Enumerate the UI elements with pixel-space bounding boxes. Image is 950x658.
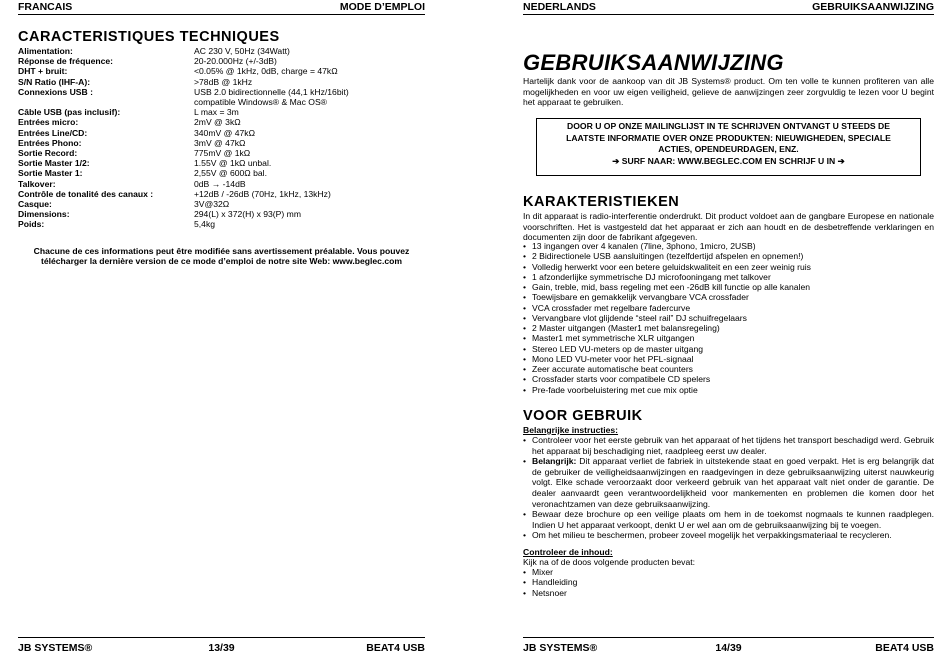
page-number: 14/39 [715,642,742,654]
bullet-icon: • [523,364,527,374]
list-item [523,385,934,395]
spec-label: Talkover: [18,178,56,189]
spec-value: compatible Windows® & Mac OS® [194,97,328,108]
bullet-icon: • [523,312,527,323]
spec-row [18,128,425,138]
contents-label: Controleer de inhoud: [523,547,613,557]
list-item-text: Mono LED VU-meter voor het PFL-signaal [532,353,694,364]
list-item-text: Master1 met symmetrische XLR uitgangen [532,333,695,344]
list-item-text: Handleiding [532,577,578,588]
list-item [523,354,934,364]
bullet-icon: • [523,261,527,272]
page-footer [18,637,425,655]
spec-value: 2,55V @ 600Ω bal. [194,168,267,179]
box-line: DOOR U OP ONZE MAILINGLIJST IN TE SCHRIJVEN ONTVANGT U STEEDS DE [567,121,890,131]
list-item [523,282,934,292]
spec-row [18,219,425,229]
spec-label: Câble USB (pas inclusif): [18,107,121,118]
features-intro: In dit apparaat is radio-interferentie onderdrukt. Dit product voldoet aan de gangbare Europese en nationale voorschriften. Het is vastgesteld dat het apparaat er zich aan houdt en de desbetreffende verklaringen en documenten zijn door de fabrikant afgegeven. [523,211,934,243]
spec-row [18,87,425,97]
header-language: FRANCAIS [18,1,73,13]
page-header [523,0,934,15]
contents-intro: Kijk na of de doos volgende producten bevat: [523,557,695,567]
spec-label: Réponse de fréquence: [18,56,114,67]
instructions-list [523,435,934,541]
list-item-text: Netsnoer [532,587,567,598]
spec-label: Contrôle de tonalité des canaux : [18,188,154,199]
spec-value: 340mV @ 47kΩ [194,127,256,138]
spec-row [18,148,425,158]
mailing-list-box [536,118,921,176]
list-item [523,567,934,577]
list-item: • Om het milieu te beschermen, probeer zoveel mogelijk het verpakkingsmateriaal te recycleren. [523,530,892,541]
page-number: 13/39 [208,642,235,654]
spec-label: Alimentation: [18,46,73,56]
intro-paragraph: Hartelijk dank voor de aankoop van dit JB Systems® product. Om ten volle te kunnen profiteren van alle mogelijkheden en voor uw eigen veiligheid, gelieve de aanwijzingen zeer zorgvuldig te lezen voor U begint het apparaat te gebruiken. [523,76,934,108]
bullet-icon: • [523,577,527,588]
bullet-icon: • [523,567,527,577]
bullet-icon: • [523,271,527,282]
spec-value: +12dB / -26dB (70Hz, 1kHz, 13kHz) [194,188,331,199]
spec-value: 3V@32Ω [194,199,230,210]
header-title: GEBRUIKSAANWIJZING [812,1,934,13]
spec-row [18,158,425,168]
spec-label: Poids: [18,219,45,230]
right-page [523,0,934,654]
list-item-text: VCA crossfader met regelbare fadercurve [532,302,691,313]
list-item [523,577,934,587]
list-item: • Bewaar deze brochure op een veilige plaats om hem in de toekomst nogmaals te kunnen raadplegen. Indien U het apparaat verkoopt, denkt U er wel aan om de gebruiksaanwijzing bij te voegen. [523,509,934,530]
header-language: NEDERLANDS [523,1,596,13]
spec-row [18,168,425,178]
disclaimer-note [18,246,425,267]
disclaimer-line: télécharger la dernière version de ce mode d’emploi de notre site Web: www.beglec.com [40,256,403,267]
list-item-text: Volledig herwerkt voor een betere geluidskwaliteit en een zeer weinig ruis [532,261,811,272]
box-line: LAATSTE INFORMATIE OVER ONZE PRODUKTEN: NIEUWIGHEDEN, SPECIALE [566,132,891,143]
list-item-text: Gain, treble, mid, bass regeling met een -26dB kill functie op alle kanalen [532,282,811,292]
manual-title: GEBRUIKSAANWIJZING [523,50,784,75]
bullet-icon: • [523,241,527,251]
header-title: MODE D’EMPLOI [339,1,425,13]
spec-label: DHT + bruit: [18,66,68,77]
list-item-text: Crossfader starts voor compatibele CD spelers [532,374,711,385]
list-item [523,333,934,343]
list-item [523,374,934,384]
bullet-icon: • [523,292,527,303]
bullet-icon: • [523,587,527,598]
features-list [523,241,934,395]
contents-list [523,567,934,598]
list-item-text: 2 Master uitgangen (Master1 met balansregeling) [532,323,720,333]
spec-label: Casque: [18,199,52,210]
list-item [523,323,934,333]
spec-row [18,138,425,148]
spec-label [18,97,194,107]
spec-value: <0.05% @ 1kHz, 0dB, charge = 47kΩ [194,66,338,77]
list-item-text: Vervangbare vlot glijdende “steel rail” DJ schuifregelaars [532,312,747,323]
page-header [18,0,425,15]
list-item-text: 2 Bidirectionele USB aansluitingen (tezelfdertijd afspelen en opnemen!) [532,251,804,262]
list-item [523,251,934,261]
spec-row [18,199,425,209]
box-line: ACTIES, OPENDEURDAGEN, ENZ. [658,144,799,154]
bullet-icon: • [523,251,527,262]
bullet-icon: • [523,343,527,354]
spec-value: USB 2.0 bidirectionnelle (44,1 kHz/16bit) [194,86,349,97]
spec-row [18,179,425,189]
spec-table [18,46,425,230]
before-use-title: VOOR GEBRUIK [523,408,643,424]
spec-label: Entrées Phono: [18,137,82,148]
list-item: • Controleer voor het eerste gebruik van het apparaat of het tijdens het transport beschadigd werd. Gebruik het apparaat bij beschadiging niet, raadpleeg eerst uw dealer. [523,435,934,456]
spec-label: Entrées Line/CD: [18,127,88,138]
list-item [523,262,934,272]
list-item-text: Pre-fade voorbeluistering met cue mix optie [532,384,698,395]
footer-brand: JB SYSTEMS® [523,642,598,654]
spec-label: S/N Ratio (IHF-A): [18,76,91,87]
list-item [523,303,934,313]
bullet-icon: • [523,353,527,364]
list-item-text: Toewijsbare en gemakkelijk vervangbare VCA crossfader [532,292,749,303]
left-page [18,0,425,654]
section-title: CARACTERISTIQUES TECHNIQUES [18,29,280,45]
list-item [523,241,934,251]
spec-row [18,56,425,66]
spec-value: AC 230 V, 50Hz (34Watt) [194,46,290,56]
list-item [523,588,934,598]
spec-label: Sortie Record: [18,148,78,159]
bullet-icon: • [523,384,527,395]
spec-row [18,77,425,87]
list-item-text: Stereo LED VU-meters op de master uitgang [532,343,704,354]
spec-label: Connexions USB : [18,86,93,97]
spec-row [18,189,425,199]
bullet-icon: • [523,456,527,467]
bullet-icon: • [523,282,527,292]
list-item [523,272,934,282]
list-item-text: Zeer accurate automatische beat counters [532,364,693,374]
footer-model: BEAT4 USB [875,642,934,654]
spec-value: 294(L) x 372(H) x 93(P) mm [194,209,301,220]
spec-label: Dimensions: [18,209,70,220]
list-item: • Belangrijk: Dit apparaat verliet de fabriek in uitstekende staat en goed verpakt. Het is erg belangrijk dat de gebruiker de veiligheidsaanwijzingen en raadgevingen in deze gebruiksaanwijzing uiterst nauwkeurig volgt. Elke schade veroorzaakt door verkeerd gebruik van het apparaat valt niet onder de garantie. De dealer aanvaardt geen verantwoordelijkheid voor mankementen en problemen die komen door het veronachtzamen van deze gebruiksaanwijzing. [523,456,934,509]
list-item-text: 1 afzonderlijke symmetrische DJ microfooningang met talkover [532,271,771,282]
footer-model: BEAT4 USB [366,642,425,654]
spec-row [18,97,425,107]
spec-value: L max = 3m [194,107,239,118]
bullet-icon: • [523,333,527,344]
bullet-icon: • [523,323,527,333]
spec-value: 3mV @ 47kΩ [194,137,246,148]
bullet-icon: • [523,530,527,541]
spec-label: Sortie Master 1/2: [18,158,90,169]
features-title: KARAKTERISTIEKEN [523,194,680,210]
box-link-line[interactable]: ➔ SURF NAAR: WWW.BEGLEC.COM EN SCHRIJF U IN ➔ [612,155,845,166]
footer-brand: JB SYSTEMS® [18,642,93,654]
page-footer [523,637,934,655]
spec-row [18,209,425,219]
spec-label: Sortie Master 1: [18,168,83,179]
list-item-text: Mixer [532,567,554,577]
spec-label: Entrées micro: [18,117,79,128]
spec-value: 20-20.000Hz (+/-3dB) [194,56,277,67]
bullet-icon: • [523,435,527,445]
spec-value: 775mV @ 1kΩ [194,148,251,159]
important-label: Belangrijke instructies: [523,425,619,435]
bullet-icon: • [523,302,527,313]
spec-value: 5,4kg [194,219,216,230]
list-item [523,292,934,302]
spec-row [18,117,425,127]
list-item [523,344,934,354]
bullet-icon: • [523,374,527,385]
spec-row [18,107,425,117]
list-item [523,364,934,374]
disclaimer-line: Chacune de ces informations peut être modifiée sans avertissement préalable. Vous pouvez [33,246,410,256]
spec-row [18,46,425,56]
bullet-icon: • [523,509,527,520]
spec-value: >78dB @ 1kHz [194,76,253,87]
spec-value: 1.55V @ 1kΩ unbal. [194,158,272,169]
list-item-text: 13 ingangen over 4 kanalen (7line, 3phono, 1micro, 2USB) [532,241,756,251]
list-item [523,313,934,323]
spec-value: 2mV @ 3kΩ [194,117,241,128]
spec-row [18,66,425,76]
spec-value: 0dB → -14dB [194,178,246,189]
